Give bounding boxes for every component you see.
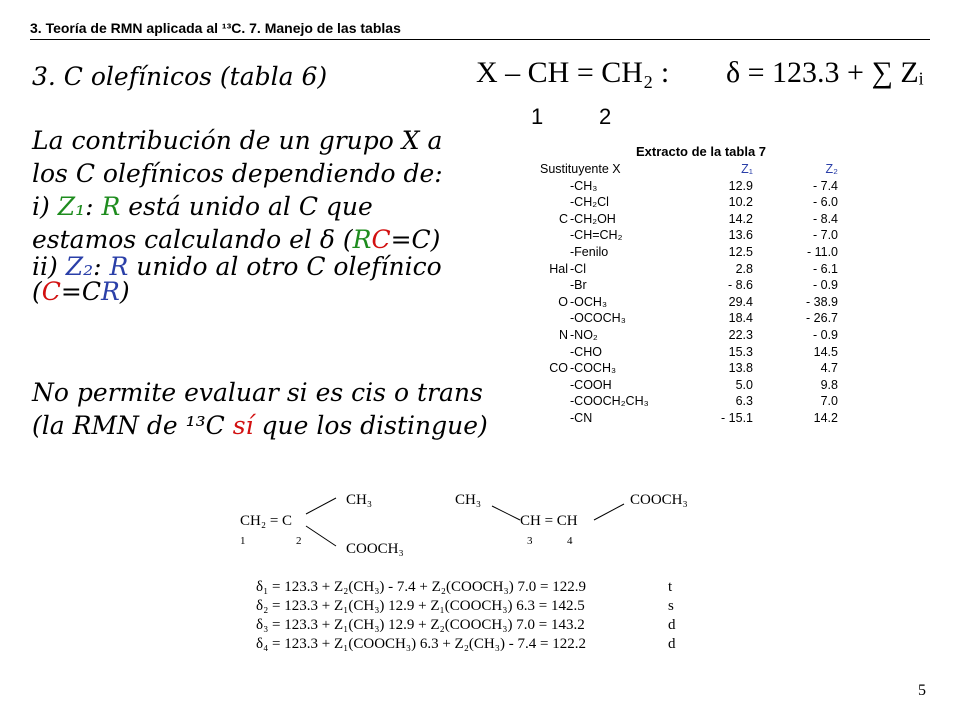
z2-cell: - 38.9 (806, 294, 838, 309)
s1-num1: 1 (240, 535, 246, 547)
table-row (540, 211, 838, 228)
substituent-cell: -NO₂ (570, 327, 598, 342)
substituent-cell: -OCH₃ (570, 294, 608, 309)
z2-cell: - 11.0 (806, 244, 838, 259)
body-line-5: ii) Z₂: R unido al otro C olefínico (32, 252, 442, 281)
table-row (540, 227, 838, 244)
substituent-table (540, 161, 838, 427)
table-7-extract (540, 144, 886, 427)
header-z2: Z₂ (825, 162, 838, 176)
substituent-cell: -CH=CH₂ (570, 228, 623, 243)
table-row (540, 310, 838, 327)
group-cell: O (558, 294, 568, 309)
equations-block (256, 578, 676, 654)
header-substituent: Sustituyente X (540, 162, 621, 176)
substituent-cell: -CN (570, 410, 593, 425)
carbon-label-2: 2 (599, 104, 612, 129)
formula-right: δ = 123.3 + ∑ Zᵢ (726, 56, 924, 89)
page-number: 5 (918, 682, 926, 699)
group-cell (540, 194, 570, 211)
substituent-cell: -Fenilo (570, 244, 609, 259)
note-line-1: No permite evaluar si es cis o trans (32, 378, 483, 407)
table-row (540, 360, 838, 377)
z1-cell: 5.0 (735, 377, 753, 392)
s1-bottom: COOCH₃ (346, 541, 404, 557)
s1-top: CH₃ (346, 492, 373, 508)
multiplicity: s (668, 598, 674, 614)
s2-left: CH₃ (455, 492, 482, 508)
group-cell: N (558, 327, 568, 342)
s2-num4: 4 (567, 535, 573, 547)
substituent-cell: -COOCH₂CH₃ (570, 394, 649, 409)
carbon-label-1: 1 (531, 104, 544, 129)
bond-s2-left (492, 506, 520, 520)
table-row (540, 344, 838, 361)
bond-s1-bottom (306, 526, 336, 546)
z2-cell: - 6.0 (812, 195, 838, 210)
equation-row (256, 597, 676, 616)
z2-cell: 4.7 (820, 361, 838, 376)
body-line-4: estamos calculando el δ (RC=C) (32, 225, 441, 254)
body-line-1: La contribución de un grupo X a (32, 126, 443, 155)
equation-row (256, 578, 676, 597)
z1-cell: 29.4 (728, 294, 753, 309)
multiplicity: t (668, 579, 673, 595)
substituent-cell: -OCOCH₃ (570, 311, 626, 326)
group-cell (540, 377, 570, 394)
z2-cell: - 7.0 (812, 228, 838, 243)
z1-cell: 12.9 (728, 178, 753, 193)
substituent-cell: -Cl (570, 261, 586, 276)
multiplicity: d (668, 636, 676, 652)
group-cell (540, 310, 570, 327)
z2-cell: - 26.7 (806, 311, 838, 326)
body-line-6: (C=CR) (32, 277, 130, 306)
group-cell (540, 393, 570, 410)
substituent-cell: -Br (570, 278, 587, 293)
z2-cell: 14.2 (813, 410, 838, 425)
substituent-cell: -CH₂Cl (570, 195, 609, 210)
group-cell (540, 344, 570, 361)
z2-cell: - 7.4 (812, 178, 838, 193)
table-row (540, 327, 838, 344)
body-line-2: los C olefínicos dependiendo de: (32, 159, 443, 188)
note-text (32, 376, 488, 442)
table-header-row (540, 161, 838, 178)
note-line-2: (la RMN de ¹³C sí que los distingue) (32, 411, 488, 440)
substituent-cell: -COCH₃ (570, 361, 617, 376)
z1-cell: 13.6 (728, 228, 753, 243)
group-cell: Hal (549, 261, 568, 276)
table-row (540, 393, 838, 410)
table-row (540, 178, 838, 195)
substituent-cell: -CH₂OH (570, 211, 616, 226)
formula-left: X – CH = CH₂ : (476, 56, 670, 89)
s2-right: COOCH₃ (630, 492, 688, 508)
group-cell: CO (549, 361, 568, 376)
s1-left: CH₂ = C (240, 513, 293, 529)
substituent-cell: -CH₃ (570, 178, 598, 193)
body-line-3: i) Z₁: R está unido al C que (32, 192, 373, 221)
z2-cell: - 8.4 (812, 211, 838, 226)
z1-cell: 15.3 (728, 344, 753, 359)
multiplicity: d (668, 617, 676, 633)
equation-text: δ₃ = 123.3 + Z₁(CH₃) 12.9 + Z₂(COOCH₃) 7.0 = 143.2 (256, 617, 585, 633)
table-caption: Extracto de la tabla 7 (635, 144, 767, 159)
group-cell (540, 227, 570, 244)
z1-cell: - 8.6 (727, 278, 753, 293)
table-row (540, 261, 838, 278)
z2-cell: - 0.9 (812, 278, 838, 293)
z2-cell: - 6.1 (812, 261, 838, 276)
table-row (540, 194, 838, 211)
s2-num3: 3 (527, 535, 533, 547)
equation-text: δ₁ = 123.3 + Z₂(CH₃) - 7.4 + Z₂(COOCH₃) 7.0 = 122.9 (256, 579, 586, 595)
bond-s2-right (594, 504, 624, 520)
z2-cell: - 0.9 (812, 327, 838, 342)
group-cell: C (558, 211, 568, 226)
bond-s1-top (306, 498, 336, 514)
structures-diagram (230, 480, 740, 560)
z2-cell: 7.0 (820, 394, 838, 409)
page-header: 3. Teoría de RMN aplicada al ¹³C. 7. Manejo de las tablas (30, 20, 401, 36)
z1-cell: 14.2 (728, 211, 753, 226)
z2-cell: 14.5 (813, 344, 838, 359)
equation-text: δ₂ = 123.3 + Z₁(CH₃) 12.9 + Z₁(COOCH₃) 6.3 = 142.5 (256, 598, 585, 614)
z1-cell: 13.8 (728, 361, 753, 376)
body-text (32, 124, 443, 308)
table-row (540, 377, 838, 394)
z1-cell: 6.3 (735, 394, 753, 409)
equation-row (256, 635, 676, 654)
equation-row (256, 616, 676, 635)
z1-cell: 2.8 (735, 261, 753, 276)
group-cell (540, 410, 570, 427)
z1-cell: 10.2 (728, 195, 753, 210)
substituent-cell: -CHO (570, 344, 602, 359)
z1-label: Z₁ (57, 192, 86, 221)
z1-cell: 12.5 (728, 244, 753, 259)
z2-cell: 9.8 (820, 377, 838, 392)
z1-cell: - 15.1 (721, 410, 753, 425)
group-cell (540, 244, 570, 261)
r-label: R (101, 192, 121, 221)
group-cell (540, 178, 570, 195)
z1-cell: 22.3 (728, 327, 753, 342)
table-row (540, 294, 838, 311)
header-rule (30, 39, 930, 40)
s2-center: CH = CH (520, 513, 578, 529)
table-row (540, 244, 838, 261)
section-title: 3. C olefínicos (tabla 6) (32, 62, 328, 91)
z2-label: Z₂ (65, 252, 94, 281)
substituent-cell: -COOH (570, 377, 612, 392)
table-row (540, 410, 838, 427)
header-z1: Z₁ (741, 162, 753, 176)
s1-num2: 2 (296, 535, 302, 547)
equation-text: δ₄ = 123.3 + Z₁(COOCH₃) 6.3 + Z₂(CH₃) - 7.4 = 122.2 (256, 636, 586, 652)
z1-cell: 18.4 (728, 311, 753, 326)
group-cell (540, 277, 570, 294)
table-row (540, 277, 838, 294)
